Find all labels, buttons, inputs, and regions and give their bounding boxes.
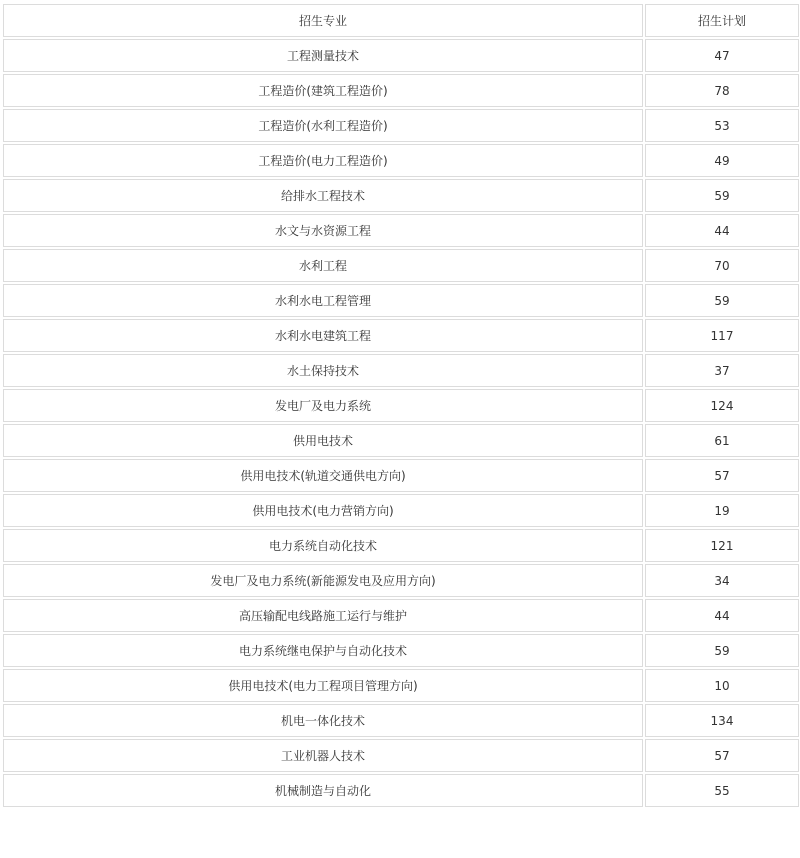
plan-count: 134 — [710, 713, 734, 728]
table-row — [3, 739, 799, 772]
plan-cell — [645, 354, 799, 387]
table-row — [3, 564, 799, 597]
plan-cell — [645, 459, 799, 492]
major-cell — [3, 74, 643, 107]
plan-count: 59 — [714, 188, 730, 203]
major-cell — [3, 354, 643, 387]
plan-count: 10 — [714, 678, 730, 693]
major-cell — [3, 599, 643, 632]
table-header-row — [3, 4, 799, 37]
plan-cell — [645, 214, 799, 247]
plan-count: 37 — [714, 363, 730, 378]
plan-count: 121 — [710, 538, 734, 553]
plan-count: 53 — [714, 118, 730, 133]
table-body — [3, 39, 799, 807]
major-cell — [3, 39, 643, 72]
major-cell — [3, 214, 643, 247]
plan-count: 44 — [714, 608, 730, 623]
major-cell — [3, 669, 643, 702]
header-plan-label: 招生计划 — [697, 13, 746, 28]
major-cell — [3, 459, 643, 492]
major-name: 电力系统自动化技术 — [268, 538, 377, 553]
plan-count: 61 — [714, 433, 730, 448]
plan-cell — [645, 704, 799, 737]
plan-cell — [645, 39, 799, 72]
major-name: 供用电技术(轨道交通供电方向) — [240, 468, 406, 483]
major-name: 发电厂及电力系统 — [274, 398, 371, 413]
plan-count: 59 — [714, 293, 730, 308]
plan-cell — [645, 144, 799, 177]
major-cell — [3, 179, 643, 212]
major-name: 水利水电工程管理 — [274, 293, 371, 308]
table-row — [3, 634, 799, 667]
plan-cell — [645, 424, 799, 457]
major-cell — [3, 494, 643, 527]
major-cell — [3, 319, 643, 352]
major-name: 工程造价(建筑工程造价) — [258, 83, 388, 98]
major-name: 水文与水资源工程 — [274, 223, 371, 238]
major-name: 机械制造与自动化 — [274, 783, 371, 798]
plan-count: 47 — [714, 48, 730, 63]
plan-count: 34 — [714, 573, 730, 588]
major-cell — [3, 704, 643, 737]
major-name: 工程造价(水利工程造价) — [258, 118, 388, 133]
table-row — [3, 599, 799, 632]
major-cell — [3, 144, 643, 177]
plan-count: 78 — [714, 83, 730, 98]
table-row — [3, 214, 799, 247]
plan-cell — [645, 74, 799, 107]
plan-cell — [645, 669, 799, 702]
major-name: 工程造价(电力工程造价) — [258, 153, 388, 168]
major-name: 电力系统继电保护与自动化技术 — [238, 643, 407, 658]
major-cell — [3, 389, 643, 422]
major-cell — [3, 284, 643, 317]
table-row — [3, 39, 799, 72]
major-cell — [3, 109, 643, 142]
table-row — [3, 424, 799, 457]
table-row — [3, 179, 799, 212]
major-cell — [3, 739, 643, 772]
plan-cell — [645, 564, 799, 597]
table-row — [3, 354, 799, 387]
table-row — [3, 144, 799, 177]
major-cell — [3, 564, 643, 597]
header-major — [3, 4, 643, 37]
plan-count: 49 — [714, 153, 730, 168]
plan-count: 19 — [714, 503, 730, 518]
plan-cell — [645, 319, 799, 352]
major-name: 高压输配电线路施工运行与维护 — [238, 608, 407, 623]
plan-count: 124 — [710, 398, 734, 413]
major-name: 水利工程 — [298, 258, 347, 273]
major-cell — [3, 249, 643, 282]
plan-cell — [645, 389, 799, 422]
major-name: 供用电技术(电力营销方向) — [252, 503, 394, 518]
major-name: 水土保持技术 — [286, 363, 359, 378]
major-name: 给排水工程技术 — [280, 188, 365, 203]
table-row — [3, 494, 799, 527]
plan-cell — [645, 249, 799, 282]
major-name: 工业机器人技术 — [280, 748, 365, 763]
plan-cell — [645, 179, 799, 212]
major-name: 工程测量技术 — [286, 48, 359, 63]
table-row — [3, 109, 799, 142]
plan-count: 57 — [714, 748, 730, 763]
table-row — [3, 704, 799, 737]
plan-cell — [645, 634, 799, 667]
table-row — [3, 774, 799, 807]
major-name: 供用电技术(电力工程项目管理方向) — [228, 678, 418, 693]
plan-count: 117 — [710, 328, 734, 343]
plan-cell — [645, 599, 799, 632]
major-name: 供用电技术 — [292, 433, 353, 448]
table-row — [3, 529, 799, 562]
table-row — [3, 459, 799, 492]
table-row — [3, 389, 799, 422]
major-cell — [3, 634, 643, 667]
plan-count: 57 — [714, 468, 730, 483]
table-row — [3, 669, 799, 702]
table-row — [3, 74, 799, 107]
plan-cell — [645, 529, 799, 562]
plan-count: 59 — [714, 643, 730, 658]
major-name: 机电一体化技术 — [280, 713, 365, 728]
table-row — [3, 284, 799, 317]
plan-cell — [645, 109, 799, 142]
plan-cell — [645, 494, 799, 527]
plan-cell — [645, 739, 799, 772]
major-cell — [3, 424, 643, 457]
plan-count: 55 — [714, 783, 730, 798]
plan-count: 44 — [714, 223, 730, 238]
major-cell — [3, 529, 643, 562]
header-plan — [645, 4, 799, 37]
plan-count: 70 — [714, 258, 730, 273]
enrollment-plan-table — [1, 2, 800, 809]
plan-cell — [645, 774, 799, 807]
table-row — [3, 319, 799, 352]
table-row — [3, 249, 799, 282]
major-cell — [3, 774, 643, 807]
plan-cell — [645, 284, 799, 317]
header-major-label: 招生专业 — [298, 13, 347, 28]
major-name: 发电厂及电力系统(新能源发电及应用方向) — [210, 573, 436, 588]
major-name: 水利水电建筑工程 — [274, 328, 371, 343]
